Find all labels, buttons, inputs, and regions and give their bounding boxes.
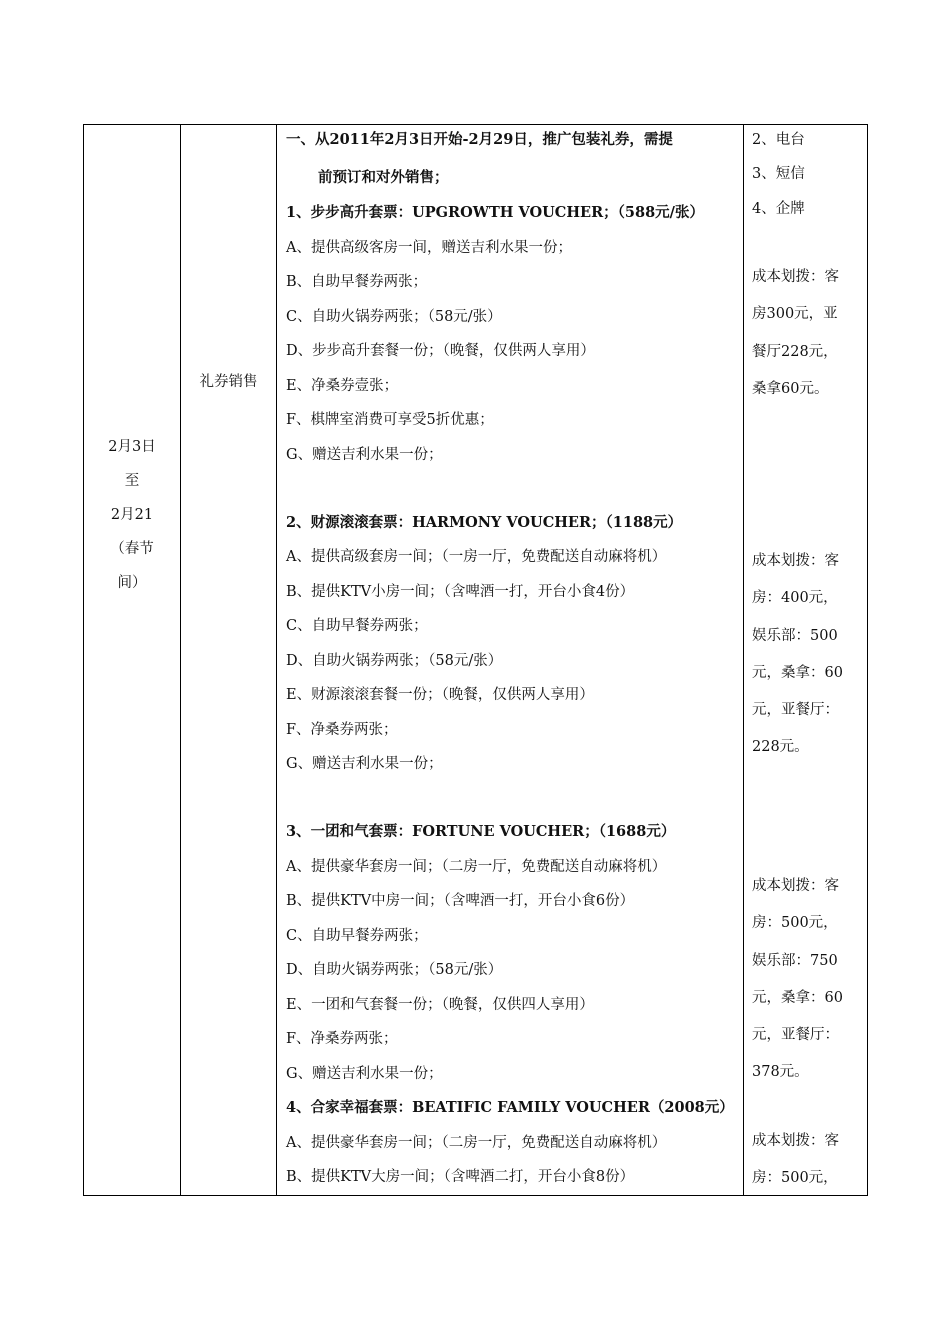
- cost-line: 元，亚餐厅：: [752, 1027, 839, 1044]
- package-item: E、财源滚滚套餐一份；（晚餐，仅供两人享用）: [286, 687, 594, 703]
- cost-line: 餐厅228元，: [752, 343, 838, 360]
- package-item: C、自助早餐券两张；: [286, 928, 428, 944]
- cost-line: 元，桑拿：60: [752, 989, 843, 1006]
- cost-line: 娱乐部：750: [752, 952, 838, 969]
- period-line: 间）: [117, 575, 147, 591]
- package-item: C、自助火锅券两张；（58元/张）: [286, 309, 502, 325]
- cost-line: 娱乐部：500: [752, 627, 838, 644]
- cost-line: 房：500元，: [752, 1170, 838, 1187]
- package-item: A、提供高级套房一间；（一房一厅，免费配送自动麻将机）: [286, 549, 667, 565]
- cost-line: 成本划拨：客: [752, 553, 839, 569]
- intro-line: 前预订和对外销售；: [318, 169, 449, 186]
- package-item: F、棋牌室消费可享受5折优惠；: [286, 412, 494, 428]
- package-item: C、自助早餐券两张；: [286, 618, 428, 634]
- intro-line: 一、从2011年2月3日开始-2月29日，推广包装礼券，需提: [286, 131, 673, 148]
- package-title: 1、步步高升套票：UPGROWTH VOUCHER；（588元/张）: [286, 204, 704, 221]
- column-divider: [180, 125, 181, 1195]
- package-item: B、提供KTV大房一间；（含啤酒二打，开台小食8份）: [286, 1169, 635, 1185]
- package-item: F、净桑券两张；: [286, 1031, 398, 1047]
- period-line: 2月21: [110, 507, 154, 523]
- package-item: E、一团和气套餐一份；（晚餐，仅供四人享用）: [286, 997, 594, 1013]
- period-line: 至: [124, 473, 140, 489]
- package-item: E、净桑券壹张；: [286, 378, 399, 394]
- package-item: A、提供豪华套房一间；（二房一厅，免费配送自动麻将机）: [286, 859, 667, 875]
- cost-allocation: [752, 259, 860, 408]
- period-line: 2月3日: [108, 439, 156, 455]
- package-title: 3、一团和气套票：FORTUNE VOUCHER；（1688元）: [286, 823, 676, 840]
- cost-line: 成本划拨：客: [752, 269, 839, 285]
- package-title: 2、财源滚滚套票：HARMONY VOUCHER；（1188元）: [286, 514, 683, 531]
- cost-line: 房：500元，: [752, 915, 838, 932]
- package-item: B、提供KTV小房一间；（含啤酒一打，开台小食4份）: [286, 584, 635, 600]
- cost-allocation: [752, 1123, 860, 1198]
- package-title: 4、合家幸福套票：BEATIFIC FAMILY VOUCHER（2008元）: [286, 1099, 734, 1116]
- cost-line: 228元。: [752, 739, 809, 756]
- period-cell: [84, 430, 180, 600]
- category-cell: [181, 365, 276, 399]
- package-item: D、自助火锅券两张；（58元/张）: [286, 653, 503, 669]
- cost-allocation: [752, 543, 860, 767]
- package-item: F、净桑券两张；: [286, 722, 398, 738]
- cost-line: 元，亚餐厅：: [752, 702, 839, 719]
- package-item: G、赠送吉利水果一份；: [286, 756, 443, 772]
- cost-line: 桑拿60元。: [752, 380, 829, 397]
- category-label: 礼券销售: [199, 374, 258, 390]
- channel-item: 3、短信: [752, 166, 805, 182]
- cost-line: 成本划拨：客: [752, 1133, 839, 1149]
- promotion-table: [83, 124, 868, 1196]
- column-divider: [276, 125, 277, 1195]
- cost-line: 房300元，亚: [752, 306, 838, 323]
- package-item: G、赠送吉利水果一份；: [286, 447, 443, 463]
- column-divider: [743, 125, 744, 1195]
- channel-item: 2、电台: [752, 132, 805, 148]
- package-item: A、提供豪华套房一间；（二房一厅，免费配送自动麻将机）: [286, 1135, 667, 1151]
- package-item: B、提供KTV中房一间；（含啤酒一打，开台小食6份）: [286, 893, 635, 909]
- period-line: （春节: [110, 541, 154, 557]
- package-item: D、自助火锅券两张；（58元/张）: [286, 962, 503, 978]
- package-item: A、提供高级客房一间，赠送吉利水果一份；: [286, 240, 572, 256]
- package-item: G、赠送吉利水果一份；: [286, 1066, 443, 1082]
- package-item: B、自助早餐券两张；: [286, 274, 428, 290]
- cost-line: 元，桑拿：60: [752, 664, 843, 681]
- package-item: D、步步高升套餐一份；（晚餐，仅供两人享用）: [286, 343, 595, 359]
- channel-item: 4、企牌: [752, 201, 805, 217]
- cost-line: 378元。: [752, 1064, 809, 1081]
- cost-allocation: [752, 868, 860, 1092]
- cost-line: 房：400元，: [752, 590, 838, 607]
- cost-line: 成本划拨：客: [752, 878, 839, 894]
